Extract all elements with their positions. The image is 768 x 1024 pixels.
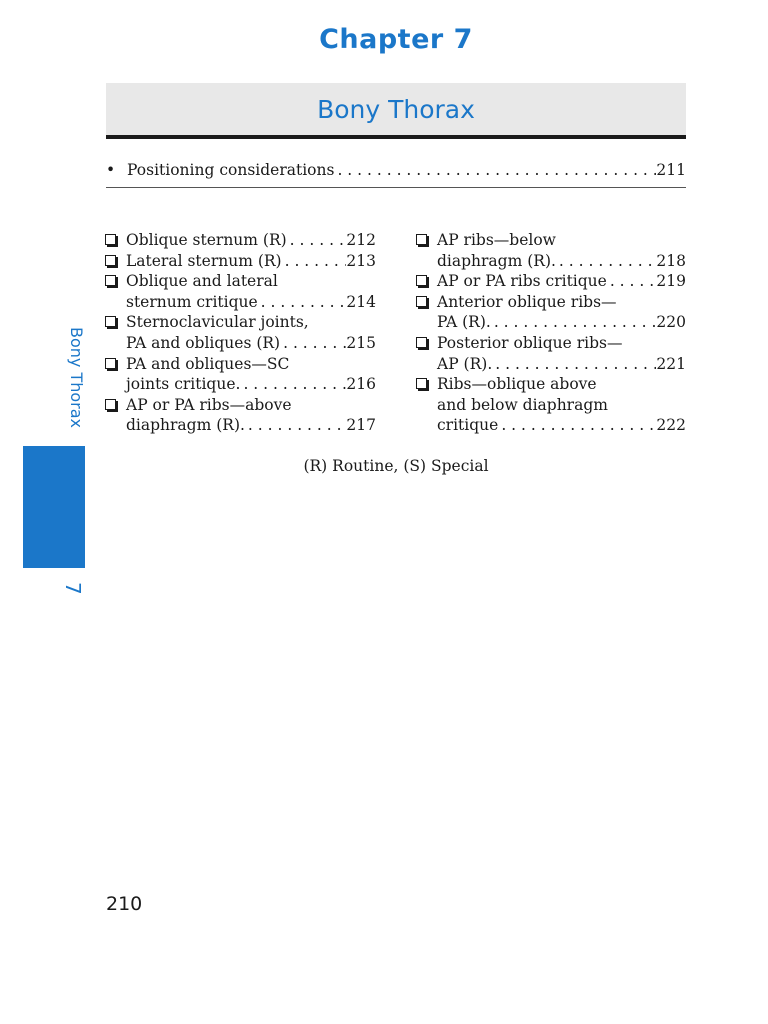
checkbox-icon[interactable]	[105, 255, 116, 266]
checklist-item-line	[126, 312, 376, 333]
title-banner	[106, 83, 686, 139]
checklist-item[interactable]	[416, 292, 686, 333]
checklist-item-page: 213	[346, 251, 376, 270]
checklist-item-page: 218	[656, 251, 686, 270]
checklist-item-line	[126, 333, 376, 354]
checklist-item[interactable]	[416, 374, 686, 436]
checklist-item-text: PA and obliques (R)	[126, 333, 281, 352]
checklist-item[interactable]	[105, 354, 376, 395]
checklist-item-page: 219	[656, 272, 686, 291]
checklist-item-text: Lateral sternum (R)	[126, 251, 282, 270]
checklist-item[interactable]	[416, 333, 686, 374]
checklist-item-text: PA (R).	[437, 313, 491, 332]
dot-leader	[334, 161, 656, 179]
checklist-item-text: Anterior oblique ribs—	[437, 292, 617, 311]
checkbox-icon[interactable]	[416, 337, 427, 348]
checklist-item-page: 214	[346, 292, 376, 311]
checklist-item-page: 221	[656, 354, 686, 373]
side-tab-label-text: Bony Thorax	[67, 327, 86, 429]
checkbox-icon[interactable]	[105, 399, 116, 410]
dot-leader	[287, 230, 347, 251]
checklist-item-text: sternum critique	[126, 292, 258, 311]
page-title: Bony Thorax	[317, 95, 475, 124]
checklist-item-text: Oblique sternum (R)	[126, 231, 287, 249]
checkbox-icon[interactable]	[416, 275, 427, 286]
toc-main-label: Positioning considerations	[127, 161, 335, 179]
dot-leader	[556, 251, 656, 272]
checklist-item-text: joints critique.	[126, 375, 241, 394]
checklist-item-line	[126, 292, 376, 313]
toc-main-line	[127, 161, 686, 179]
checkbox-icon[interactable]	[416, 296, 427, 307]
checklist-item-line	[437, 415, 686, 436]
bullet-icon: •	[106, 161, 116, 179]
dot-leader	[492, 354, 656, 375]
checklist-item-page: 216	[346, 375, 376, 394]
dot-leader	[607, 271, 657, 292]
checklist-item-text: AP (R).	[437, 354, 493, 373]
side-tab-label	[60, 327, 90, 427]
legend: (R) Routine, (S) Special	[303, 457, 489, 475]
dot-leader	[280, 333, 346, 354]
checklist-item-page: 220	[656, 313, 686, 332]
checkbox-icon[interactable]	[105, 275, 116, 286]
checklist-item[interactable]	[416, 271, 686, 292]
checklist-item-line	[437, 271, 686, 292]
checklist-item-line	[126, 374, 376, 395]
checklist-item-line	[437, 354, 686, 375]
checklist-item-text: and below diaphragm	[437, 395, 608, 414]
checklist-item-line	[437, 292, 686, 313]
checklist-item-line	[126, 395, 376, 416]
checkbox-icon[interactable]	[105, 316, 116, 327]
toc-main-entry[interactable]	[106, 161, 686, 183]
dot-leader	[245, 415, 346, 436]
checklist-item-text: diaphragm (R).	[437, 251, 556, 270]
checklist-item-line	[126, 251, 376, 272]
checklist-item-text: Ribs—oblique above	[437, 375, 597, 394]
checklist-item-page: 222	[656, 416, 686, 435]
dot-leader	[498, 415, 656, 436]
toc-main-page: 211	[656, 161, 686, 179]
checklist-item-line	[437, 395, 686, 416]
checklist-item-line	[126, 354, 376, 375]
checklist-item[interactable]	[105, 251, 376, 272]
checklist-item-line	[437, 333, 686, 354]
checklist-item[interactable]	[105, 312, 376, 353]
checkbox-icon[interactable]	[105, 234, 116, 245]
checklist-item-line	[126, 230, 376, 251]
checklist-item-line	[437, 312, 686, 333]
checklist-item-page: 212	[346, 231, 376, 249]
checkbox-icon[interactable]	[416, 234, 427, 245]
dot-leader	[240, 374, 346, 395]
side-tab-number	[61, 582, 88, 606]
chapter-heading: Chapter 7	[319, 24, 473, 55]
checklist-item-text: diaphragm (R).	[126, 416, 245, 435]
checklist-item-text: critique	[437, 416, 499, 435]
side-tab-number-text: 7	[61, 582, 85, 595]
checklist-item-text: AP or PA ribs critique	[437, 272, 607, 291]
checklist-item-text: Sternoclavicular joints,	[126, 313, 309, 332]
page-number: 210	[106, 893, 143, 915]
checklist-item[interactable]	[105, 395, 376, 436]
checklist-item[interactable]	[105, 271, 376, 312]
checklist-item-text: Oblique and lateral	[126, 272, 278, 291]
checklist-item-line	[126, 271, 376, 292]
checklist-item-text: AP or PA ribs—above	[126, 395, 292, 414]
checkbox-icon[interactable]	[105, 358, 116, 369]
checklist-item-page: 215	[346, 333, 376, 352]
dot-leader	[282, 251, 347, 272]
checklist-item-line	[126, 415, 376, 436]
dot-leader	[258, 292, 347, 313]
right-checklist	[416, 230, 686, 436]
checklist-item-text: PA and obliques—SC	[126, 354, 290, 373]
checklist-item-text: AP ribs—below	[437, 231, 556, 249]
checklist-item-page: 217	[346, 416, 376, 435]
side-tab[interactable]	[23, 446, 85, 568]
divider	[106, 187, 686, 188]
left-checklist	[105, 230, 376, 436]
checklist-item[interactable]	[105, 230, 376, 251]
checklist-item-line	[437, 251, 686, 272]
checkbox-icon[interactable]	[416, 378, 427, 389]
checklist-item-line	[437, 230, 686, 251]
dot-leader	[491, 312, 657, 333]
checklist-item-text: Posterior oblique ribs—	[437, 333, 623, 352]
checklist-item-line	[437, 374, 686, 395]
checklist-item[interactable]	[416, 230, 686, 271]
